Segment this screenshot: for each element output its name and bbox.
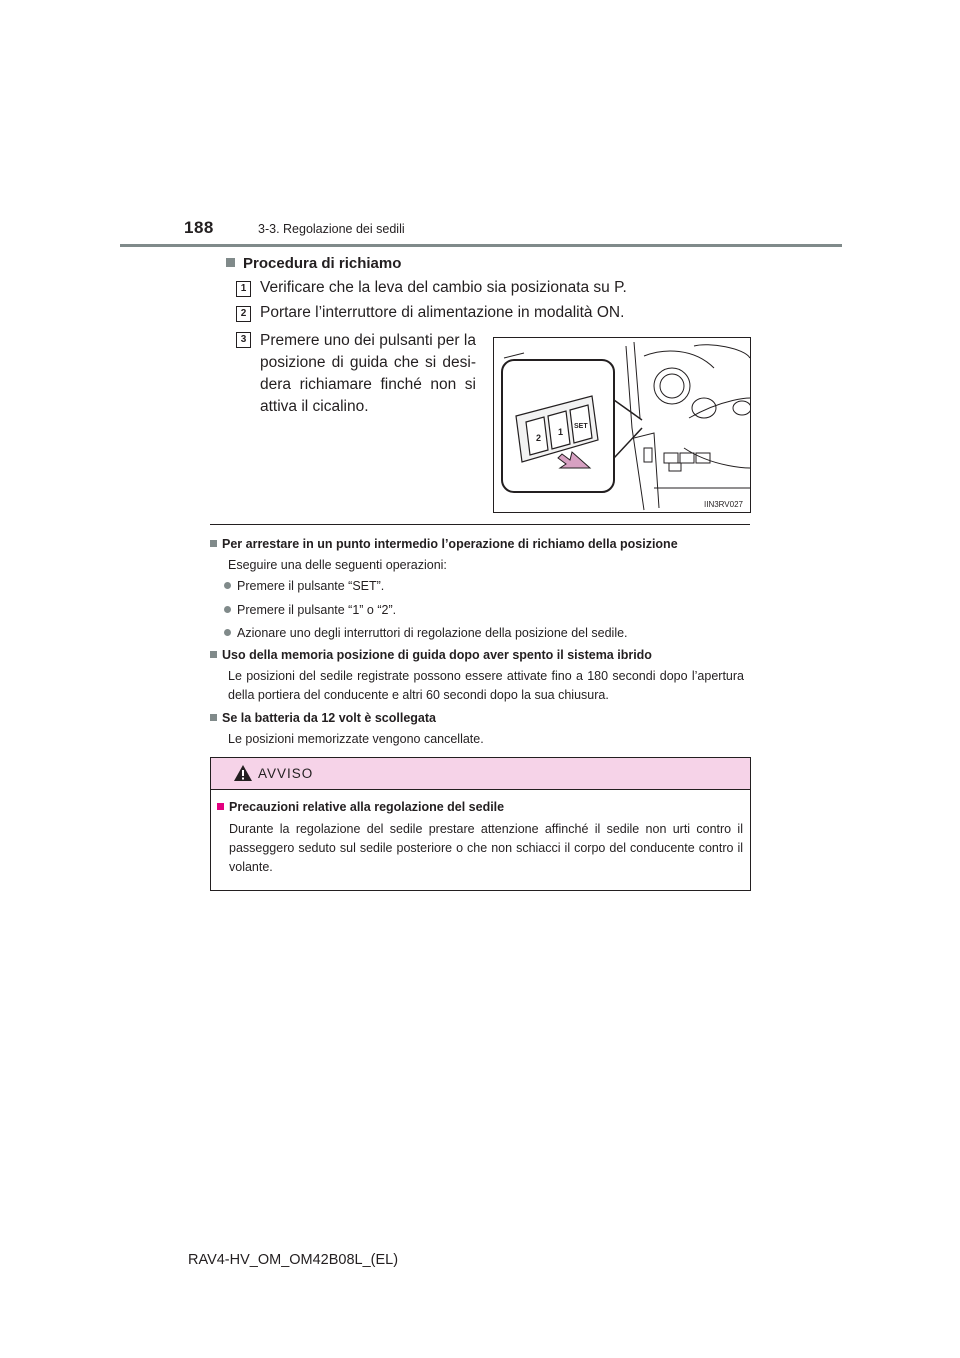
procedure-heading-text: Procedura di richiamo bbox=[243, 255, 402, 272]
warning-text: Durante la regolazione del sedile prestare attenzione affinché il sedile non urti contro il passeggero seduto sul sedile posteriore o che non schiacci il corpo del conducente contro il volante. bbox=[229, 822, 743, 874]
section-title: 3-3. Regolazione dei sedili bbox=[258, 222, 405, 236]
round-bullet-icon bbox=[224, 629, 231, 636]
note-bullet-2 bbox=[224, 601, 740, 620]
memory-buttons-illustration bbox=[493, 337, 751, 513]
header-divider bbox=[120, 244, 842, 247]
step-text-1: Verificare che la leva del cambio sia posizionata su P. bbox=[260, 279, 627, 296]
note-heading-1 bbox=[210, 537, 678, 551]
step-number-1: 1 bbox=[236, 281, 251, 297]
warning-subheading-text: Precauzioni relative alla regolazione del sedile bbox=[229, 800, 505, 814]
document-code: RAV4-HV_OM_OM42B08L_(EL) bbox=[188, 1252, 399, 1268]
step-number-2: 2 bbox=[236, 306, 251, 322]
round-bullet-icon bbox=[224, 606, 231, 613]
round-bullet-icon bbox=[224, 582, 231, 589]
warning-subheading bbox=[217, 800, 504, 814]
note-text-2: Le posizioni del sedile registrate possono essere attivate fino a 180 secondi dopo l’apertura della portiera del conducente e altri 60 secondi dopo la sua chiusura. bbox=[228, 669, 744, 702]
note-bullet-3 bbox=[224, 624, 740, 643]
note-heading-3 bbox=[210, 711, 436, 725]
button-set-label: SET bbox=[574, 423, 588, 430]
warning-box bbox=[210, 757, 751, 891]
notes-divider bbox=[210, 524, 750, 525]
page-number: 188 bbox=[184, 218, 214, 237]
note-heading-text: Uso della memoria posizione di guida dopo aver spento il sistema ibrido bbox=[222, 648, 652, 662]
step-number-3: 3 bbox=[236, 332, 251, 348]
bullet-text: Premere il pulsante “1” o “2”. bbox=[237, 603, 397, 617]
bullet-text: Azionare uno degli interruttori di regolazione della posizione del sedile. bbox=[237, 626, 628, 640]
note-heading-2 bbox=[210, 648, 652, 662]
warning-title: AVVISO bbox=[258, 766, 314, 781]
square-bullet-icon bbox=[210, 540, 217, 547]
square-bullet-icon bbox=[210, 651, 217, 658]
note-text-3: Le posizioni memorizzate vengono cancellate. bbox=[228, 732, 484, 746]
dashboard-drawing bbox=[494, 338, 750, 512]
note-heading-text: Per arrestare in un punto intermedio l’operazione di richiamo della posizione bbox=[222, 537, 678, 551]
button-1-label: 1 bbox=[558, 427, 564, 437]
bullet-text: Premere il pulsante “SET”. bbox=[237, 579, 385, 593]
step-text-3: Premere uno dei pulsanti per la posizione di guida che si desi-dera richiamare finché non si attiva il cicalino. bbox=[260, 332, 476, 415]
square-bullet-icon bbox=[226, 258, 235, 267]
note-text-1: Eseguire una delle seguenti operazioni: bbox=[228, 558, 447, 572]
note-bullet-1 bbox=[224, 577, 740, 596]
step-text-2: Portare l’interruttore di alimentazione in modalità ON. bbox=[260, 304, 625, 321]
square-bullet-icon bbox=[210, 714, 217, 721]
note-heading-text: Se la batteria da 12 volt è scollegata bbox=[222, 711, 436, 725]
button-2-label: 2 bbox=[536, 433, 542, 443]
figure-code: IIN3RV027 bbox=[704, 500, 743, 509]
warning-header bbox=[211, 758, 750, 790]
procedure-heading bbox=[226, 255, 401, 272]
square-bullet-icon bbox=[217, 803, 224, 810]
warning-triangle-icon bbox=[233, 764, 253, 782]
